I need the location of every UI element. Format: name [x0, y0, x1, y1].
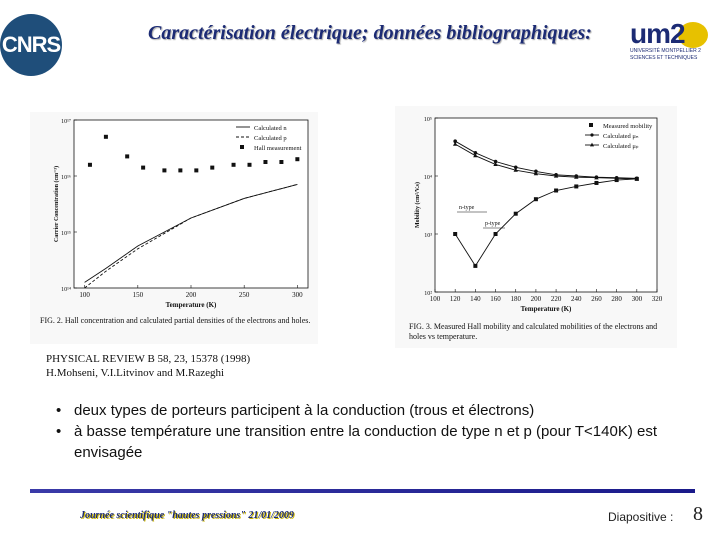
data-point: [125, 154, 129, 158]
data-point: [248, 163, 252, 167]
data-point: [232, 163, 236, 167]
cnrs-logo: [0, 14, 62, 76]
x-tick-label: 160: [490, 295, 501, 303]
x-tick-label: 240: [571, 295, 582, 303]
footer-divider: [30, 489, 695, 493]
chart-carrier-concentration: [30, 112, 318, 316]
y-tick-label: 10¹⁷: [61, 119, 71, 125]
y-tick-label: 10¹⁴: [61, 287, 71, 293]
data-point: [263, 160, 267, 164]
data-point: [194, 168, 198, 172]
legend-marker: [240, 145, 244, 149]
footer-event: Journée scientifique "hautes pressions" 21/01/2009: [80, 510, 294, 521]
data-point: [453, 232, 457, 236]
slide-number: 8: [693, 503, 703, 525]
um2-logo-subtext: UNIVERSITÉ MONTPELLIER 2 SCIENCES ET TECHNIQUES: [630, 48, 701, 61]
data-point: [162, 168, 166, 172]
x-tick-label: 140: [470, 295, 481, 303]
legend-label: Calculated n: [254, 125, 287, 132]
citation-authors: H.Mohseni, V.I.Litvinov and M.Razeghi: [46, 367, 225, 379]
legend-marker: [590, 133, 593, 136]
figure-caption: FIG. 2. Hall concentration and calculated partial densities of the electrons and holes.: [40, 316, 311, 325]
x-tick-label: 300: [292, 291, 303, 299]
um2-logo-text: um2: [630, 18, 685, 49]
bullet-dot: •: [56, 423, 62, 440]
bullet-item: [56, 421, 696, 463]
data-point: [295, 157, 299, 161]
y-tick-label: 10³: [424, 233, 432, 239]
slide-label: Diapositive :: [608, 510, 674, 524]
x-tick-label: 250: [238, 291, 250, 299]
x-axis-label: Temperature (K): [165, 301, 217, 309]
data-point: [594, 181, 598, 185]
data-point: [534, 197, 538, 201]
x-tick-label: 260: [591, 295, 602, 303]
legend-label: Calculated μₚ: [603, 143, 639, 150]
cnrs-logo-text: CNRS: [1, 32, 61, 57]
chart-hall-mobility: [395, 106, 677, 320]
data-point: [473, 264, 477, 268]
y-tick-label: 10¹⁶: [61, 175, 71, 181]
x-tick-label: 150: [132, 291, 144, 299]
slide-title: Caractérisation électrique; données bibliographiques:: [148, 22, 592, 44]
x-tick-label: 300: [631, 295, 643, 303]
x-tick-label: 100: [79, 291, 90, 299]
figure-hall-mobility: [395, 106, 677, 348]
data-point: [88, 163, 92, 167]
bullet-list: [56, 400, 696, 463]
legend-label: Hall measurement: [254, 145, 302, 152]
citation: [46, 352, 250, 380]
data-point: [279, 160, 283, 164]
data-point: [210, 166, 214, 170]
figure-carrier-concentration: [30, 112, 318, 344]
y-tick-label: 10¹⁵: [61, 231, 71, 237]
y-tick-label: 10⁵: [423, 117, 432, 123]
x-tick-label: 320: [651, 295, 663, 303]
data-point: [514, 212, 518, 216]
data-point: [178, 168, 182, 172]
annotation-p-type: p-type: [485, 221, 501, 227]
y-tick-label: 10⁴: [423, 175, 432, 181]
data-point: [554, 189, 558, 193]
x-tick-label: 100: [429, 295, 441, 303]
bullet-item: [56, 400, 696, 421]
x-tick-label: 120: [449, 295, 461, 303]
bullet-text: deux types de porteurs participent à la conduction (trous et électrons): [74, 402, 535, 419]
legend-label: Calculated μₙ: [603, 133, 639, 140]
legend-marker: [589, 123, 593, 127]
data-point: [104, 135, 108, 139]
legend-label: Measured mobility: [603, 123, 653, 130]
y-axis-label: Carrier Concentration (cm⁻³): [54, 165, 60, 243]
figure-caption: FIG. 3. Measured Hall mobility and calculated mobilities of the electrons and holes vs temperature.: [409, 322, 658, 341]
x-tick-label: 200: [185, 291, 197, 299]
y-axis-label: Mobility (cm²/V.s): [415, 181, 421, 229]
citation-journal: PHYSICAL REVIEW B 58, 23, 15378 (1998): [46, 353, 251, 365]
um2-logo: [630, 18, 714, 70]
data-point: [141, 166, 145, 170]
legend-label: Calculated p: [254, 135, 287, 142]
x-tick-label: 220: [550, 295, 562, 303]
bullet-text: à basse température une transition entre la conduction de type n et p (pour T<140K) est envisagée: [74, 423, 658, 461]
data-point: [574, 184, 578, 188]
y-tick-label: 10²: [424, 291, 432, 297]
annotation-n-type: n-type: [459, 205, 475, 211]
data-point: [494, 232, 498, 236]
x-tick-label: 200: [530, 295, 542, 303]
x-axis-label: Temperature (K): [520, 305, 572, 313]
x-tick-label: 180: [510, 295, 521, 303]
x-tick-label: 280: [611, 295, 622, 303]
bullet-dot: •: [56, 402, 62, 419]
